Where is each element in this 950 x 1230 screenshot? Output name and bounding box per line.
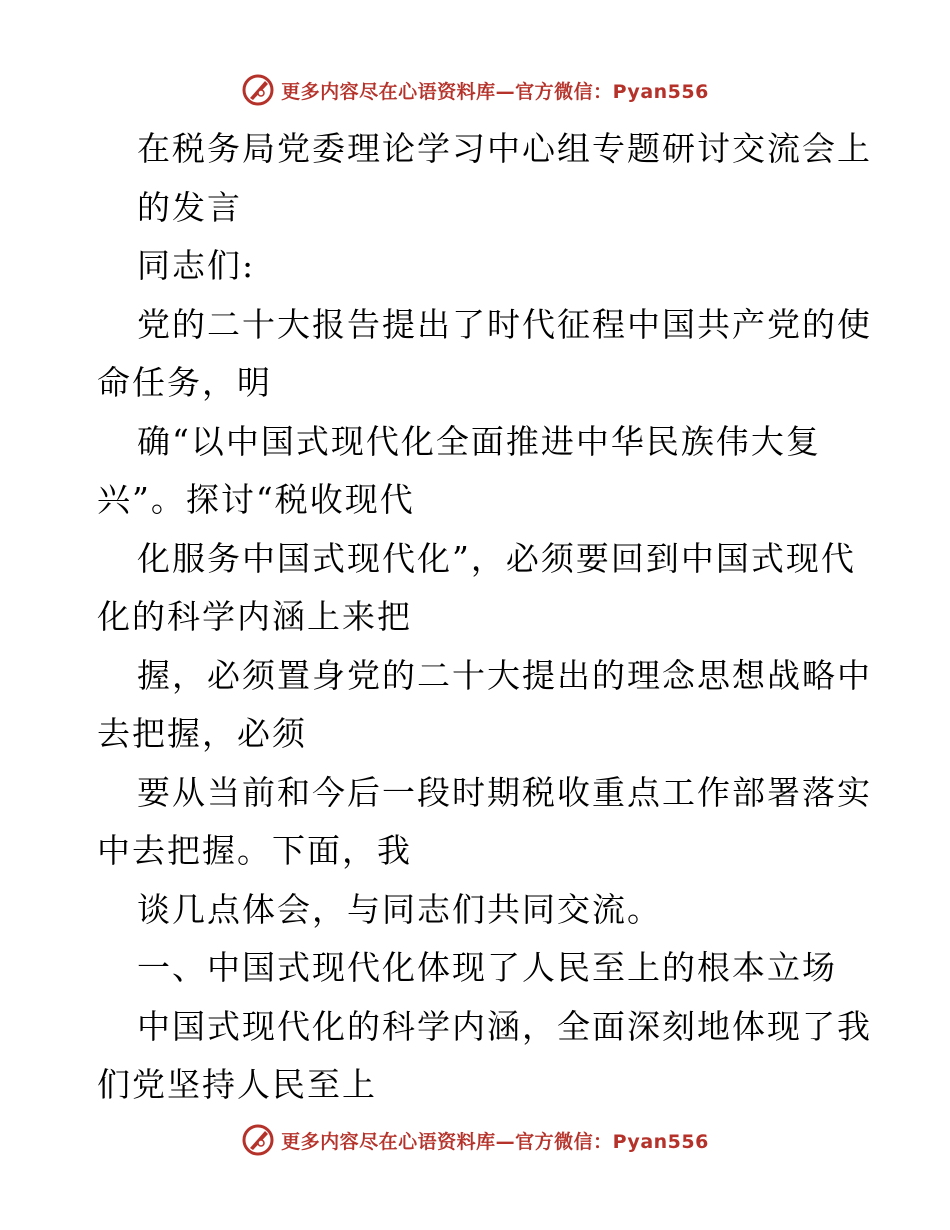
text-line: 党的二十大报告提出了时代征程中国共产党的使 <box>137 304 872 344</box>
text-line: 化服务中国式现代化”，必须要回到中国式现代 <box>137 538 856 578</box>
header-watermark <box>0 70 950 110</box>
text-line: 中国式现代化的科学内涵，全面深刻地体现了我 <box>137 1006 872 1046</box>
text-line: 一、中国式现代化体现了人民至上的根本立场 <box>137 948 837 987</box>
text-line: 中去把握。下面，我 <box>97 831 412 870</box>
footer-watermark <box>0 1120 950 1160</box>
watermark-text: 更多内容尽在心语资料库—官方微信：Pyan556 <box>281 80 709 103</box>
watermark-text: 更多内容尽在心语资料库—官方微信：Pyan556 <box>281 1130 709 1153</box>
document-body <box>97 120 872 1115</box>
text-line: 在税务局党委理论学习中心组专题研讨交流会上 <box>137 129 872 168</box>
quill-seal-icon <box>241 73 275 107</box>
text-line: 去把握，必须 <box>97 714 307 753</box>
text-line: 同志们: <box>137 246 256 285</box>
text-line: 命任务，明 <box>97 363 272 402</box>
text-line: 兴”。探讨“税收现代 <box>97 480 415 519</box>
text-line: 握，必须置身党的二十大提出的理念思想战略中 <box>137 655 872 695</box>
text-line: 要从当前和今后一段时期税收重点工作部署落实 <box>137 772 872 812</box>
text-line: 化的科学内涵上来把 <box>97 597 412 636</box>
text-line: 确“以中国式现代化全面推进中华民族伟大复 <box>137 421 821 461</box>
text-line: 谈几点体会，与同志们共同交流。 <box>137 889 662 929</box>
quill-seal-icon <box>241 1123 275 1157</box>
text-line: 的发言 <box>137 187 242 227</box>
text-line: 们党坚持人民至上 <box>97 1065 377 1104</box>
